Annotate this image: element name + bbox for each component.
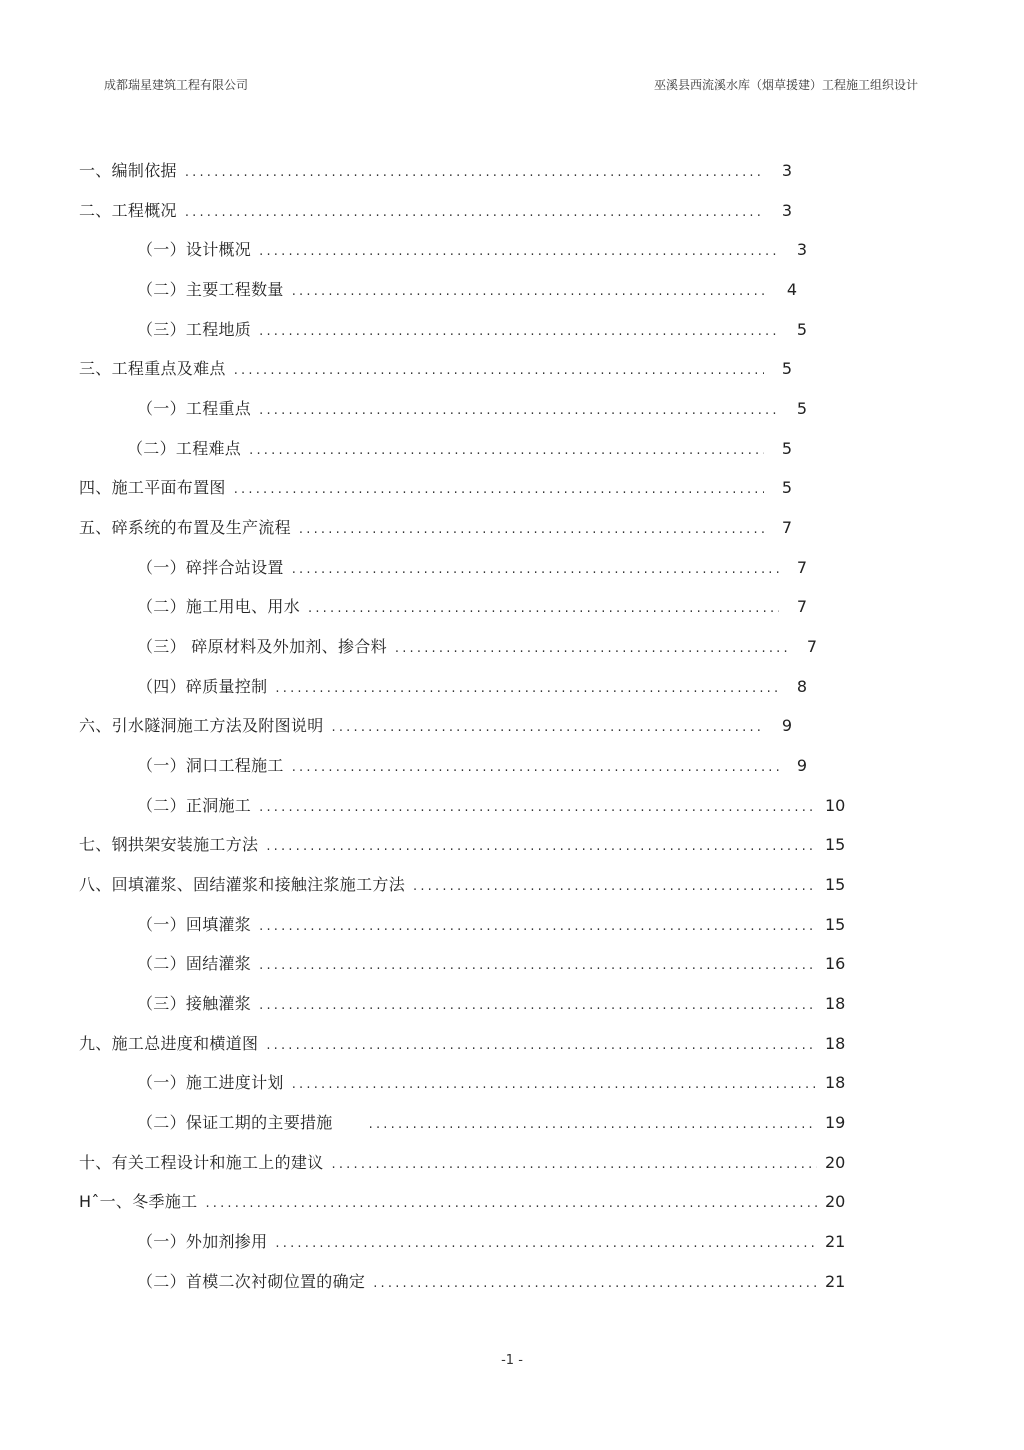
toc-leader-dots bbox=[308, 598, 779, 620]
toc-entry bbox=[137, 1271, 845, 1293]
toc-entry bbox=[137, 993, 845, 1015]
toc-entry bbox=[137, 557, 807, 579]
toc-leader-dots bbox=[395, 638, 789, 660]
toc-entry-title: （二）保证工期的主要措施 bbox=[137, 1113, 333, 1132]
toc-leader-dots bbox=[259, 241, 779, 263]
toc-entry-title: （三）工程地质 bbox=[137, 320, 252, 339]
toc-entry-title: 十、有关工程设计和施工上的建议 bbox=[79, 1153, 324, 1172]
toc-entry-page: 7 bbox=[796, 597, 807, 616]
toc-entry bbox=[137, 676, 807, 698]
toc-entry-page: 20 bbox=[825, 1153, 846, 1172]
toc-leader-dots bbox=[249, 440, 764, 462]
toc-entry-page: 15 bbox=[825, 915, 846, 934]
toc-entry bbox=[79, 874, 845, 896]
toc-entry bbox=[79, 200, 792, 222]
toc-entry-title: 六、引水隧洞施工方法及附图说明 bbox=[79, 716, 324, 735]
toc-entry-page: 9 bbox=[796, 756, 807, 775]
toc-leader-dots bbox=[259, 797, 817, 819]
toc-entry bbox=[79, 1191, 845, 1213]
toc-entry-title: （二）首模二次衬砌位置的确定 bbox=[137, 1272, 366, 1291]
toc-entry-page: 7 bbox=[781, 518, 792, 537]
toc-leader-dots bbox=[185, 202, 764, 224]
toc-entry bbox=[137, 239, 807, 261]
toc-leader-dots bbox=[259, 321, 779, 343]
toc-entry-page: 4 bbox=[786, 280, 797, 299]
toc-entry-page: 18 bbox=[825, 1073, 846, 1092]
toc-entry-title: （一）工程重点 bbox=[137, 399, 252, 418]
toc-leader-dots bbox=[369, 1114, 817, 1136]
toc-entry bbox=[137, 795, 845, 817]
toc-entry-title: （一）洞口工程施工 bbox=[137, 756, 284, 775]
toc-entry bbox=[137, 279, 797, 301]
toc-entry bbox=[79, 160, 792, 182]
toc-leader-dots bbox=[292, 281, 769, 303]
toc-leader-dots bbox=[292, 1074, 817, 1096]
toc-entry bbox=[137, 1112, 845, 1134]
toc-entry bbox=[137, 319, 807, 341]
toc-entry-title: （二）正洞施工 bbox=[137, 796, 252, 815]
toc-entry bbox=[79, 1152, 845, 1174]
toc-entry-page: 3 bbox=[796, 240, 807, 259]
toc-entry-title: （三） 碎原材料及外加剂、掺合料 bbox=[137, 637, 387, 656]
toc-leader-dots bbox=[332, 1154, 817, 1176]
toc-leader-dots bbox=[259, 995, 817, 1017]
toc-entry-page: 18 bbox=[825, 1034, 846, 1053]
toc-entry-title: （一）回填灌浆 bbox=[137, 915, 252, 934]
toc-entry bbox=[79, 477, 792, 499]
toc-entry-page: 19 bbox=[825, 1113, 846, 1132]
toc-entry-title: （二）工程难点 bbox=[127, 439, 242, 458]
toc-leader-dots bbox=[234, 360, 764, 382]
toc-leader-dots bbox=[275, 1233, 817, 1255]
toc-entry bbox=[137, 1231, 845, 1253]
toc-entry bbox=[137, 596, 807, 618]
toc-entry-title: 五、碎系统的布置及生产流程 bbox=[79, 518, 291, 537]
toc-entry-page: 15 bbox=[825, 835, 846, 854]
toc-leader-dots bbox=[259, 955, 817, 977]
toc-leader-dots bbox=[266, 1035, 817, 1057]
toc-leader-dots bbox=[259, 400, 779, 422]
toc-entry-title: （二）施工用电、用水 bbox=[137, 597, 301, 616]
toc-entry-title: 四、施工平面布置图 bbox=[79, 478, 226, 497]
toc-leader-dots bbox=[413, 876, 817, 898]
toc-entry-title: 九、施工总进度和横道图 bbox=[79, 1034, 259, 1053]
toc-leader-dots bbox=[259, 916, 817, 938]
toc-entry-page: 21 bbox=[825, 1232, 846, 1251]
toc-leader-dots bbox=[292, 559, 779, 581]
toc-entry bbox=[127, 438, 792, 460]
toc-entry bbox=[79, 834, 845, 856]
toc-entry bbox=[137, 398, 807, 420]
toc-entry bbox=[137, 914, 845, 936]
toc-entry-page: 7 bbox=[806, 637, 817, 656]
toc-entry-title: （二）固结灌浆 bbox=[137, 954, 252, 973]
toc-entry-page: 3 bbox=[781, 161, 792, 180]
toc-entry-page: 5 bbox=[781, 478, 792, 497]
header-company: 成都瑞星建筑工程有限公司 bbox=[104, 78, 249, 92]
toc-entry bbox=[79, 358, 792, 380]
toc-entry-page: 5 bbox=[781, 359, 792, 378]
toc-entry-title: 七、钢拱架安装施工方法 bbox=[79, 835, 259, 854]
toc-entry-title: Hˆ一、冬季施工 bbox=[79, 1192, 198, 1211]
toc-entry-title: 一、编制依据 bbox=[79, 161, 177, 180]
toc-entry-title: （一）设计概况 bbox=[137, 240, 252, 259]
toc-entry bbox=[79, 715, 792, 737]
toc-entry bbox=[137, 636, 817, 658]
toc-entry bbox=[79, 1033, 845, 1055]
toc-entry-title: 二、工程概况 bbox=[79, 201, 177, 220]
toc-entry-page: 3 bbox=[781, 201, 792, 220]
toc-leader-dots bbox=[373, 1273, 817, 1295]
toc-leader-dots bbox=[266, 836, 817, 858]
toc-leader-dots bbox=[185, 162, 764, 184]
toc-entry-page: 9 bbox=[781, 716, 792, 735]
toc-entry-page: 5 bbox=[796, 320, 807, 339]
toc-leader-dots bbox=[234, 479, 764, 501]
toc-entry-page: 16 bbox=[825, 954, 846, 973]
toc-entry-page: 8 bbox=[796, 677, 807, 696]
toc-entry-title: （三）接触灌浆 bbox=[137, 994, 252, 1013]
toc-entry-title: 三、工程重点及难点 bbox=[79, 359, 226, 378]
toc-entry-page: 7 bbox=[796, 558, 807, 577]
toc-entry-page: 5 bbox=[796, 399, 807, 418]
toc-entry-title: （一）碎拌合站设置 bbox=[137, 558, 284, 577]
toc-entry-page: 20 bbox=[825, 1192, 846, 1211]
toc-leader-dots bbox=[332, 717, 764, 739]
toc-entry-page: 5 bbox=[781, 439, 792, 458]
toc-entry-page: 18 bbox=[825, 994, 846, 1013]
toc-entry-page: 10 bbox=[825, 796, 846, 815]
toc-entry-title: （一）施工进度计划 bbox=[137, 1073, 284, 1092]
toc-leader-dots bbox=[299, 519, 764, 541]
page-number: -1 - bbox=[501, 1353, 523, 1368]
toc-entry bbox=[137, 1072, 845, 1094]
toc-entry bbox=[137, 953, 845, 975]
toc-entry-title: 八、回填灌浆、固结灌浆和接触注浆施工方法 bbox=[79, 875, 406, 894]
toc-entry-page: 15 bbox=[825, 875, 846, 894]
toc-leader-dots bbox=[292, 757, 779, 779]
toc-entry-title: （二）主要工程数量 bbox=[137, 280, 284, 299]
toc-leader-dots bbox=[205, 1193, 817, 1215]
header-document-title: 巫溪县西流溪水库（烟草援建）工程施工组织设计 bbox=[653, 78, 918, 92]
toc-entry-title: （一）外加剂掺用 bbox=[137, 1232, 268, 1251]
toc-entry-title: （四）碎质量控制 bbox=[137, 677, 268, 696]
toc-entry-page: 21 bbox=[825, 1272, 846, 1291]
toc-leader-dots bbox=[275, 678, 779, 700]
toc-entry bbox=[79, 517, 792, 539]
toc-entry bbox=[137, 755, 807, 777]
